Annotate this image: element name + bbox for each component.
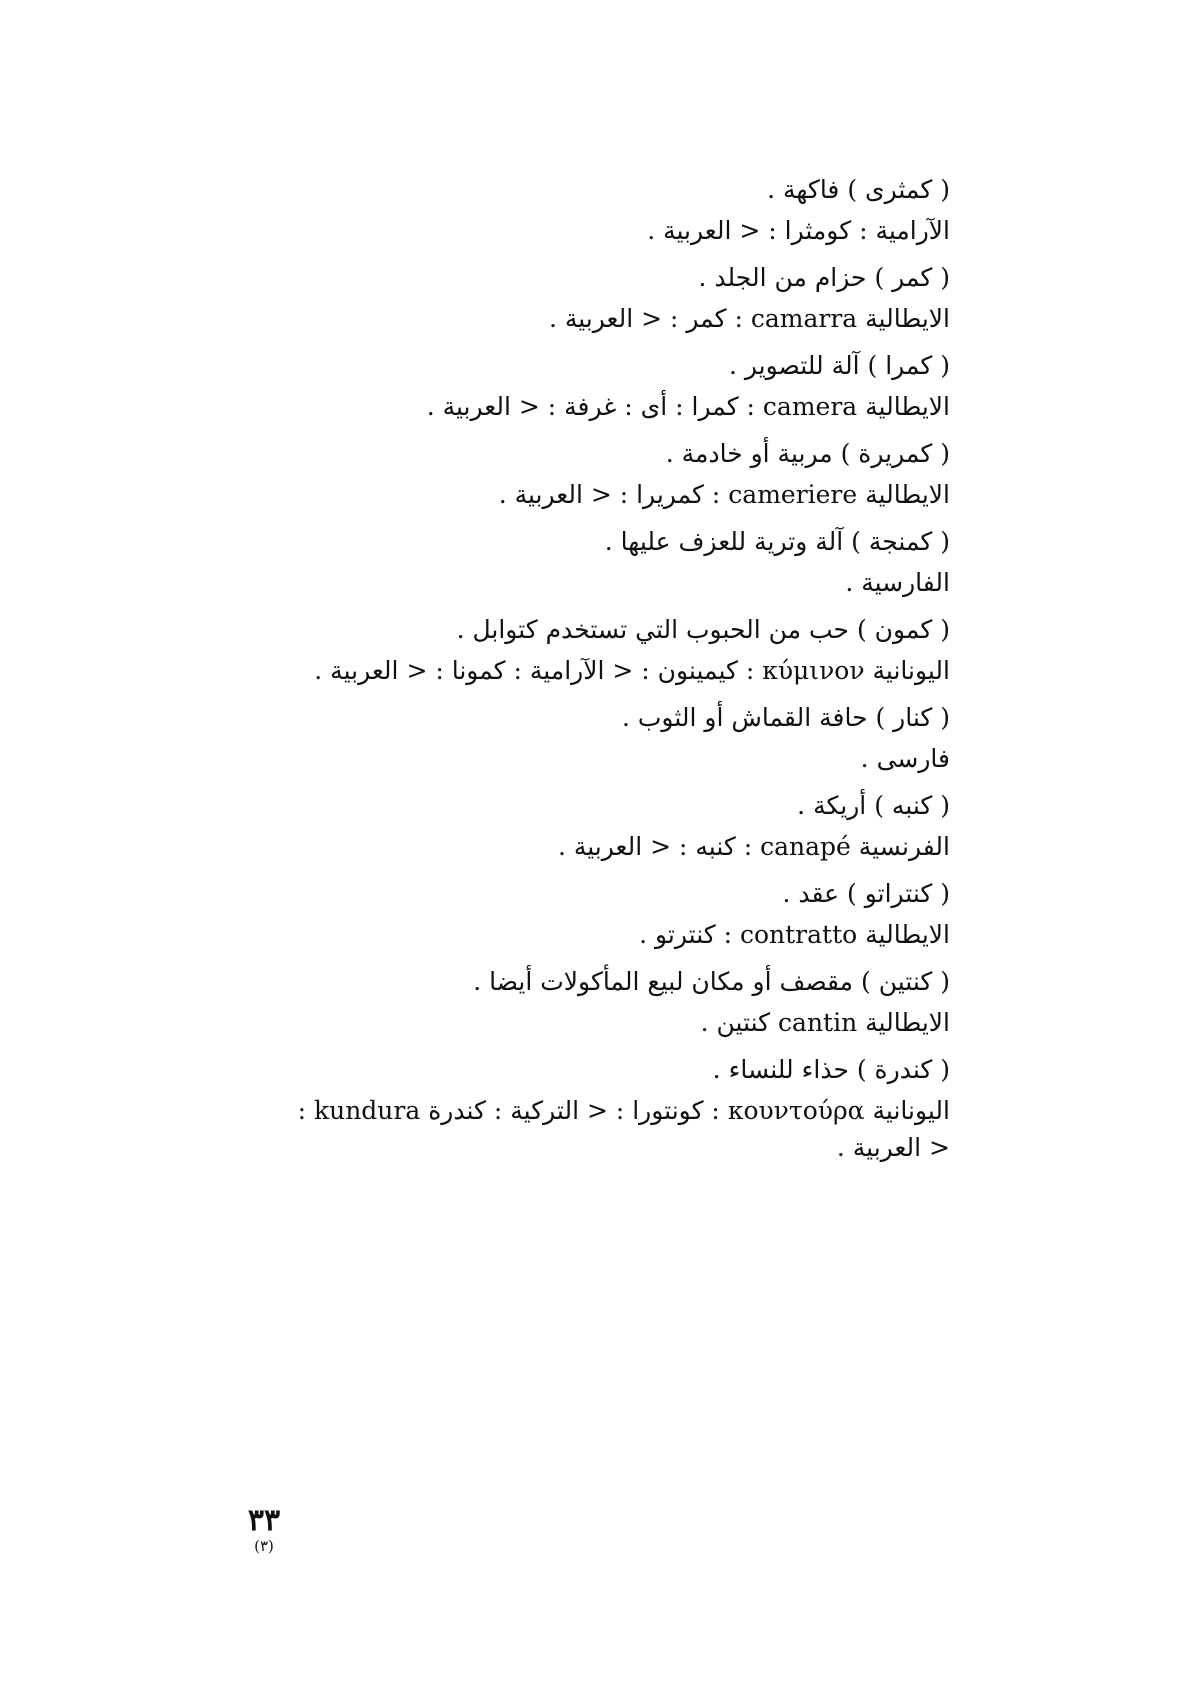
entry-etymology: اليونانية κύμινον : كيمينون : < الآرامية : كمونا : < العربية . bbox=[314, 656, 950, 685]
dictionary-entry bbox=[250, 348, 950, 424]
entry-headword: ( كمريرة ) مربية أو خادمة . bbox=[665, 439, 950, 468]
entry-etymology-continued: < العربية . bbox=[836, 1133, 950, 1162]
entry-headword: ( كنتين ) مقصف أو مكان لبيع المأكولات أيضا . bbox=[473, 967, 950, 996]
dictionary-entry bbox=[250, 876, 950, 952]
entry-etymology: الايطالية contratto : كنترتو . bbox=[639, 920, 950, 949]
entry-etymology: الآرامية : كومثرا : < العربية . bbox=[647, 216, 950, 245]
entry-etymology: اليونانية κουντούρα : كونتورا : < التركية : كندرة kundura : bbox=[297, 1096, 950, 1125]
signature-mark: (٣) bbox=[254, 1537, 274, 1555]
entry-headword: ( كنبه ) أريكة . bbox=[797, 791, 950, 820]
entry-headword: ( كمرا ) آلة للتصوير . bbox=[728, 351, 950, 380]
entry-headword: ( كنار ) حافة القماش أو الثوب . bbox=[621, 703, 950, 732]
entry-headword: ( كمون ) حب من الحبوب التي تستخدم كتوابل . bbox=[456, 615, 950, 644]
dictionary-entry bbox=[250, 788, 950, 864]
dictionary-entry bbox=[250, 172, 950, 248]
entry-headword: ( كنتراتو ) عقد . bbox=[782, 879, 950, 908]
entry-etymology: الايطالية cantin كنتين . bbox=[700, 1008, 950, 1037]
dictionary-entry bbox=[250, 700, 950, 776]
entry-headword: ( كمنجة ) آلة وترية للعزف عليها . bbox=[604, 527, 950, 556]
page-number: ٣٣ bbox=[247, 1503, 281, 1538]
entry-headword: ( كندرة ) حذاء للنساء . bbox=[712, 1055, 950, 1084]
dictionary-entry bbox=[250, 964, 950, 1040]
dictionary-entry bbox=[250, 1052, 950, 1165]
dictionary-entries bbox=[250, 172, 950, 1177]
entry-etymology: فارسى . bbox=[860, 744, 950, 773]
dictionary-entry bbox=[250, 612, 950, 688]
entry-headword: ( كمر ) حزام من الجلد . bbox=[698, 263, 950, 292]
entry-etymology: الفارسية . bbox=[845, 568, 950, 597]
dictionary-entry bbox=[250, 524, 950, 600]
entry-etymology: الايطالية camera : كمرا : أى : غرفة : < العربية . bbox=[426, 392, 950, 421]
entry-etymology: الايطالية camarra : كمر : < العربية . bbox=[548, 304, 950, 333]
entry-etymology: الايطالية cameriere : كمريرا : < العربية . bbox=[498, 480, 950, 509]
dictionary-entry bbox=[250, 436, 950, 512]
dictionary-entry bbox=[250, 260, 950, 336]
page-footer bbox=[234, 1505, 294, 1555]
entry-etymology: الفرنسية canapé : كنبه : < العربية . bbox=[557, 832, 950, 861]
entry-headword: ( كمثرى ) فاكهة . bbox=[767, 175, 950, 204]
